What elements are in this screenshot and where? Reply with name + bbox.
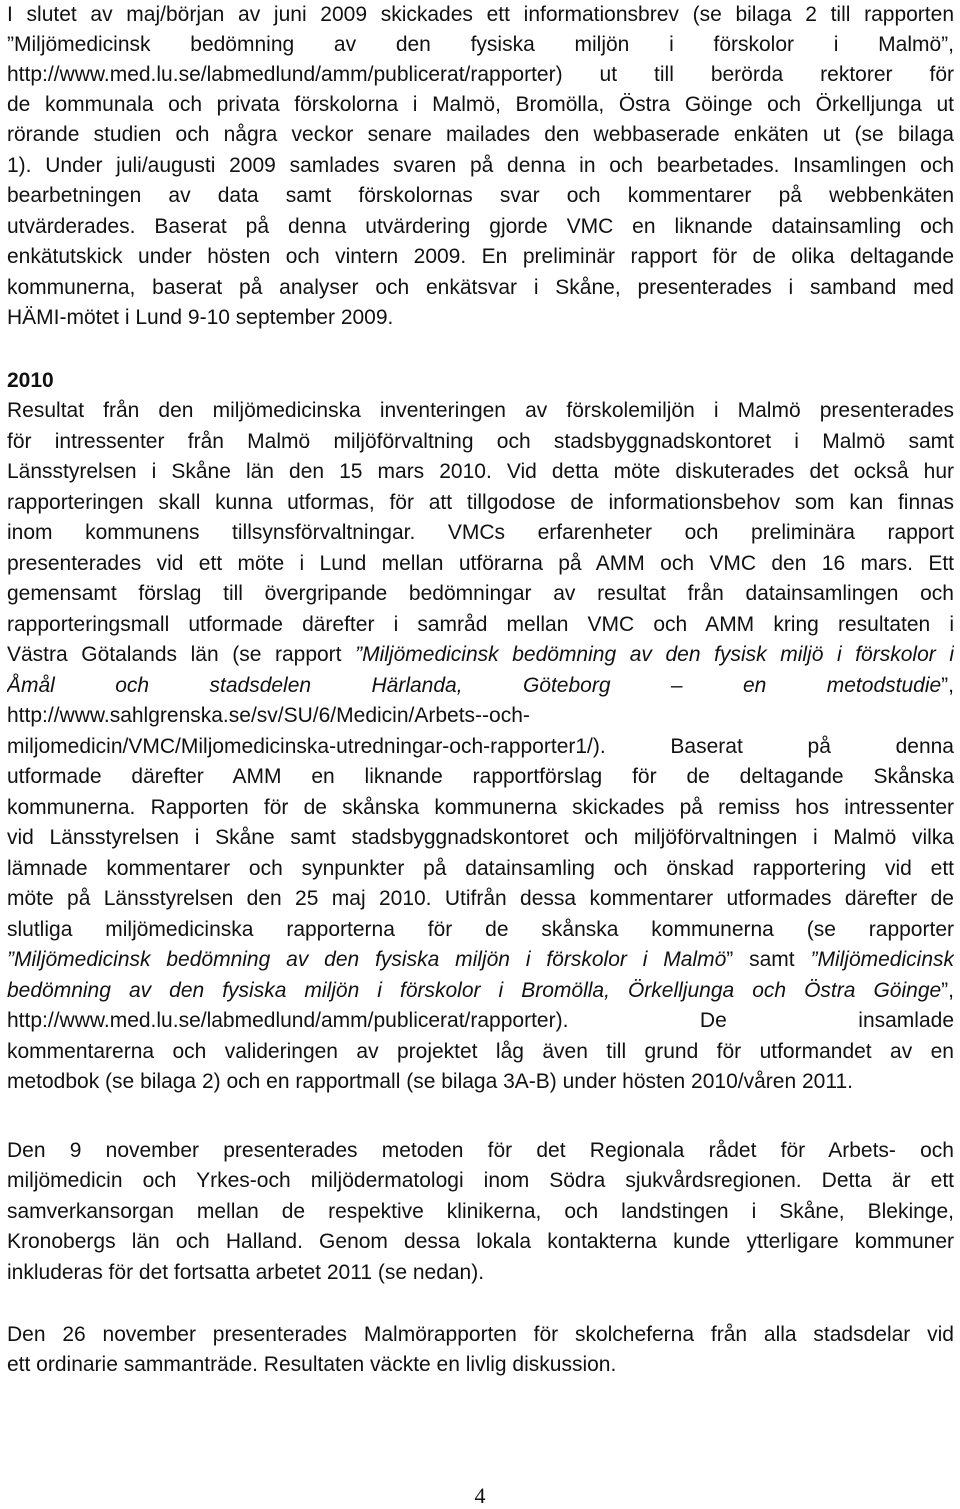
text-line: Länsstyrelsen i Skåne län den 15 mars 2010. Vid detta möte diskuterades det också hur — [7, 460, 954, 483]
text-line: slutliga miljömedicinska rapporterna för de skånska kommunerna (se rapporter — [7, 918, 954, 941]
text-line: ”Miljömedicinsk bedömning av den fysiska miljön i förskolor i Malmö”, — [7, 33, 954, 56]
text-line: miljomedicin/VMC/Miljomedicinska-utredningar-och-rapporter1/). Baserat på denna — [7, 735, 954, 758]
text-line — [7, 671, 954, 701]
text-segment: ”, — [941, 979, 954, 1002]
text-line: rapporteringen skall kunna utformas, för att tillgodose de informationsbehov som kan finnas — [7, 491, 954, 514]
text-line — [7, 976, 954, 1006]
page-number: 4 — [474, 1483, 486, 1508]
section-heading: 2010 — [7, 369, 54, 392]
text-line: kommunerna. Rapporten för de skånska kommunerna skickades på remiss hos intressenter — [7, 796, 954, 819]
text-line: de kommunala och privata förskolorna i Malmö, Bromölla, Östra Göinge och Örkelljunga ut — [7, 93, 954, 116]
text-line — [7, 640, 954, 670]
text-line: inom kommunens tillsynsförvaltningar. VMCs erfarenheter och preliminära rapport — [7, 521, 954, 544]
text-line: för intressenter från Malmö miljöförvaltning och stadsbyggnadskontoret i Malmö samt — [7, 430, 954, 453]
text-line: rörande studien och några veckor senare mailades den webbaserade enkäten ut (se bilaga — [7, 123, 954, 146]
text-line: http://www.med.lu.se/labmedlund/amm/publicerat/rapporter) ut till berörda rektorer för — [7, 63, 954, 86]
text-line: samverkansorgan mellan de respektive klinikerna, och landstingen i Skåne, Blekinge, — [7, 1200, 954, 1223]
text-segment: ”, — [941, 674, 954, 697]
url-line: http://www.sahlgrenska.se/sv/SU/6/Medicin/Arbets--och- — [7, 704, 530, 727]
text-line: presenterades vid ett möte i Lund mellan utförarna på AMM och VMC den 16 mars. Ett — [7, 552, 954, 575]
text-line: Den 26 november presenterades Malmörapporten för skolcheferna från alla stadsdelar vid — [7, 1323, 954, 1346]
text-line: rapporteringsmall utformade därefter i samråd mellan VMC och AMM kring resultaten i — [7, 613, 954, 636]
report-title-italic: Åmål och stadsdelen Härlanda, Göteborg – en metodstudie — [7, 674, 942, 697]
text-line: enkätutskick under hösten och vintern 2009. En preliminär rapport för de olika deltagande — [7, 245, 954, 268]
text-line: miljömedicin och Yrkes-och miljödermatologi inom Södra sjukvårdsregionen. Detta är ett — [7, 1169, 954, 1192]
text-line: Kronobergs län och Halland. Genom dessa lokala kontakterna kunde ytterligare kommuner — [7, 1230, 954, 1253]
url-line: http://www.med.lu.se/labmedlund/amm/publicerat/rapporter). De insamlade — [7, 1009, 954, 1032]
text-line: ett ordinarie sammanträde. Resultaten väckte en livlig diskussion. — [7, 1353, 617, 1376]
text-line: Den 9 november presenterades metoden för det Regionala rådet för Arbets- och — [7, 1139, 954, 1162]
text-line: bearbetningen av data samt förskolornas svar och kommentarer på webbenkäten — [7, 184, 954, 207]
report-title-italic: ”Miljömedicinsk — [810, 948, 954, 971]
text-line: gemensamt förslag till övergripande bedömningar av resultat från datainsamlingen och — [7, 582, 954, 605]
text-segment: Västra Götalands län (se rapport — [7, 643, 356, 666]
text-line: 1). Under juli/augusti 2009 samlades svaren på denna in och bearbetades. Insamlingen och — [7, 154, 954, 177]
report-title-italic: bedömning av den fysiska miljön i förskolor i Bromölla, Örkelljunga och Östra Göinge — [7, 979, 942, 1002]
report-title-italic: ”Miljömedicinsk bedömning av den fysisk miljö i förskolor i — [355, 643, 954, 666]
text-line: möte på Länsstyrelsen den 25 maj 2010. Utifrån dessa kommentarer utformades därefter de — [7, 887, 954, 910]
text-line: Resultat från den miljömedicinska inventeringen av förskolemiljön i Malmö presenterades — [7, 399, 954, 422]
text-line: utvärderades. Baserat på denna utvärdering gjorde VMC en liknande datainsamling och — [7, 215, 954, 238]
report-title-italic: ”Miljömedicinsk bedömning av den fysiska miljön i förskolor i Malmö — [7, 948, 727, 971]
text-line: inkluderas för det fortsatta arbetet 2011 (se nedan). — [7, 1261, 485, 1284]
text-line: I slutet av maj/början av juni 2009 skickades ett informationsbrev (se bilaga 2 till rapporten — [7, 3, 954, 26]
text-line: HÄMI-mötet i Lund 9-10 september 2009. — [7, 306, 394, 329]
text-line: kommunerna, baserat på analyser och enkätsvar i Skåne, presenterades i samband med — [7, 276, 954, 299]
text-line — [7, 945, 954, 975]
text-line: metodbok (se bilaga 2) och en rapportmall (se bilaga 3A-B) under hösten 2010/våren 2011. — [7, 1070, 853, 1093]
text-line: kommentarerna och valideringen av projektet låg även till grund för utformandet av en — [7, 1040, 954, 1063]
text-line: vid Länsstyrelsen i Skåne samt stadsbyggnadskontoret och miljöförvaltningen i Malmö vilka — [7, 826, 954, 849]
text-line: utformade därefter AMM en liknande rapportförslag för de deltagande Skånska — [7, 765, 954, 788]
text-segment: ” samt — [726, 948, 811, 971]
text-line: lämnade kommentarer och synpunkter på datainsamling och önskad rapportering vid ett — [7, 857, 954, 880]
